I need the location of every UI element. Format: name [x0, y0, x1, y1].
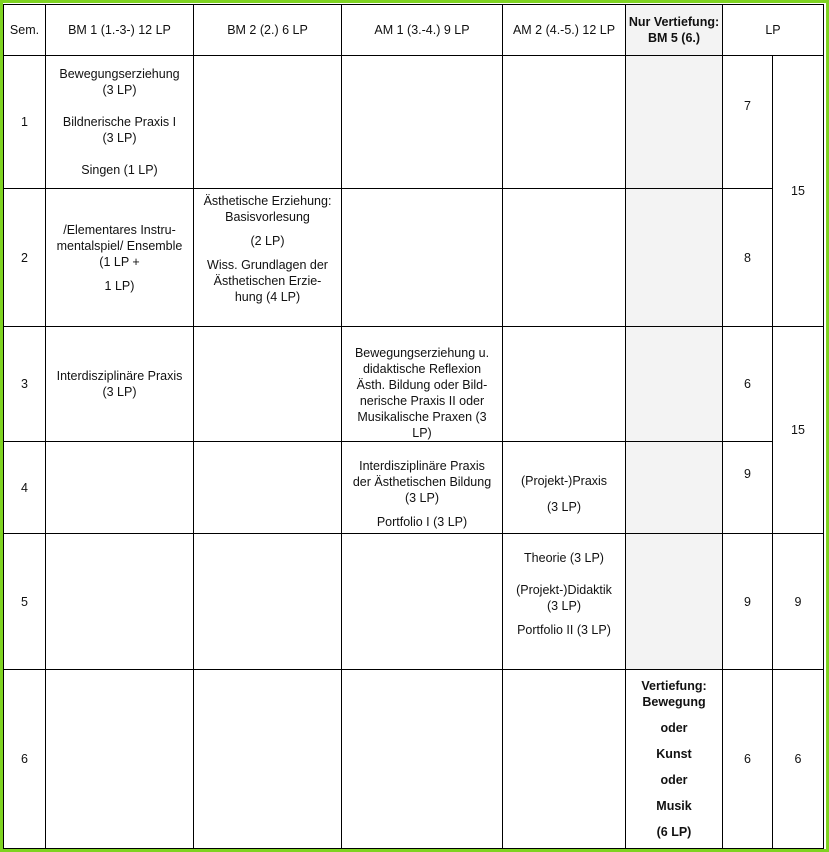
course-text: Theorie (3 LP) [524, 551, 604, 565]
cell-bm1 [46, 534, 194, 670]
course-text: Portfolio I (3 LP) [376, 515, 468, 529]
cell-bm5 [626, 56, 723, 189]
course-text: Kunst [656, 747, 692, 761]
header-bm1: BM 1 (1.-3-) 12 LP [46, 5, 194, 56]
lp-total: 9 [773, 534, 824, 670]
cell-bm2 [194, 189, 342, 327]
cell-bm1 [46, 189, 194, 327]
course-text: Singen (1 LP) [81, 163, 158, 177]
cell-bm2 [194, 442, 342, 534]
header-bm5-line1: Nur Vertiefung: [628, 15, 720, 29]
cell-am2 [503, 327, 626, 442]
cell-am2 [503, 189, 626, 327]
sem-number: 1 [4, 56, 46, 189]
cell-bm2 [194, 534, 342, 670]
sem-number: 4 [4, 442, 46, 534]
course-text: Bewegungserziehung [59, 67, 180, 81]
cell-bm5 [626, 670, 723, 849]
course-text: (1 LP + [99, 254, 140, 269]
course-text: (Projekt-)Didaktik [516, 583, 612, 597]
cell-am2 [503, 534, 626, 670]
lp-semester: 9 [723, 534, 773, 670]
course-text: (3 LP) [404, 491, 440, 505]
sem-number: 6 [4, 670, 46, 849]
sem-number: 2 [4, 189, 46, 327]
semester-row [4, 442, 824, 534]
course-text: Vertiefung: [641, 679, 707, 693]
lp-semester: 8 [723, 189, 773, 327]
course-text: Ästh. Bildung oder Bild- [356, 378, 488, 392]
sem-number: 5 [4, 534, 46, 670]
cell-bm1 [46, 670, 194, 849]
cell-bm1 [46, 56, 194, 189]
cell-bm1 [46, 442, 194, 534]
course-text: Ästhetischen Erzie- [213, 274, 322, 288]
course-text: Ästhetische Erziehung: [203, 194, 332, 208]
lp-semester: 7 [723, 56, 773, 189]
course-text: /Elementares Instru- [63, 222, 176, 237]
course-text: oder [660, 721, 688, 735]
cell-am1 [342, 56, 503, 189]
lp-total: 15 [773, 327, 824, 534]
semester-row [4, 189, 824, 327]
course-text: Musik [656, 799, 692, 813]
course-text: Basisvorlesung [225, 210, 310, 224]
header-bm2: BM 2 (2.) 6 LP [194, 5, 342, 56]
cell-am2 [503, 670, 626, 849]
lp-total: 15 [773, 56, 824, 327]
course-text: Portfolio II (3 LP) [517, 623, 611, 637]
cell-bm1 [46, 327, 194, 442]
cell-bm5 [626, 442, 723, 534]
cell-am2 [503, 56, 626, 189]
course-text: Bewegungserziehung u. [354, 346, 490, 360]
course-text: didaktische Reflexion [362, 362, 482, 376]
cell-am1 [342, 442, 503, 534]
lp-semester: 6 [723, 670, 773, 849]
header-am1: AM 1 (3.-4.) 9 LP [342, 5, 503, 56]
cell-bm2 [194, 327, 342, 442]
semester-row [4, 534, 824, 670]
cell-am1 [342, 189, 503, 327]
course-text: Musikalische Praxen (3 [357, 410, 487, 424]
course-text: (Projekt-)Praxis [520, 474, 608, 488]
study-plan-table [3, 4, 824, 849]
course-text: 1 LP) [104, 278, 135, 293]
semester-row [4, 327, 824, 442]
lp-semester: 6 [723, 327, 773, 442]
course-text: (3 LP) [102, 83, 137, 97]
semester-row [4, 670, 824, 849]
cell-bm5 [626, 327, 723, 442]
course-text: (3 LP) [546, 500, 582, 514]
course-text: der Ästhetischen Bildung [352, 475, 492, 489]
course-text: Interdisziplinäre Praxis [56, 369, 183, 383]
course-text: (2 LP) [250, 234, 285, 248]
cell-bm5 [626, 534, 723, 670]
header-lp: LP [723, 5, 824, 56]
cell-am2 [503, 442, 626, 534]
course-text: (3 LP) [546, 599, 582, 613]
semester-row [4, 56, 824, 189]
header-row [4, 5, 824, 56]
header-bm5-line2: BM 5 (6.) [647, 31, 701, 45]
cell-am1 [342, 670, 503, 849]
lp-total: 6 [773, 670, 824, 849]
course-text: Interdisziplinäre Praxis [359, 459, 485, 473]
cell-am1 [342, 327, 503, 442]
cell-bm2 [194, 56, 342, 189]
course-text: (3 LP) [102, 385, 137, 399]
cell-bm5 [626, 189, 723, 327]
course-text: mentalspiel/ Ensemble [56, 238, 183, 253]
course-text: Bewegung [642, 695, 706, 709]
header-sem: Sem. [4, 5, 46, 56]
header-bm5 [626, 5, 723, 56]
cell-am1 [342, 534, 503, 670]
course-text: Bildnerische Praxis I [62, 115, 177, 129]
header-am2: AM 2 (4.-5.) 12 LP [503, 5, 626, 56]
course-text: LP) [412, 426, 432, 440]
course-text: hung (4 LP) [234, 290, 301, 304]
lp-semester: 9 [723, 442, 773, 534]
course-text: Wiss. Grundlagen der [207, 258, 328, 272]
sem-number: 3 [4, 327, 46, 442]
cell-bm2 [194, 670, 342, 849]
course-text: (3 LP) [102, 131, 137, 145]
course-text: oder [660, 773, 688, 787]
course-text: (6 LP) [656, 825, 692, 839]
course-text: nerische Praxis II oder [359, 394, 485, 408]
